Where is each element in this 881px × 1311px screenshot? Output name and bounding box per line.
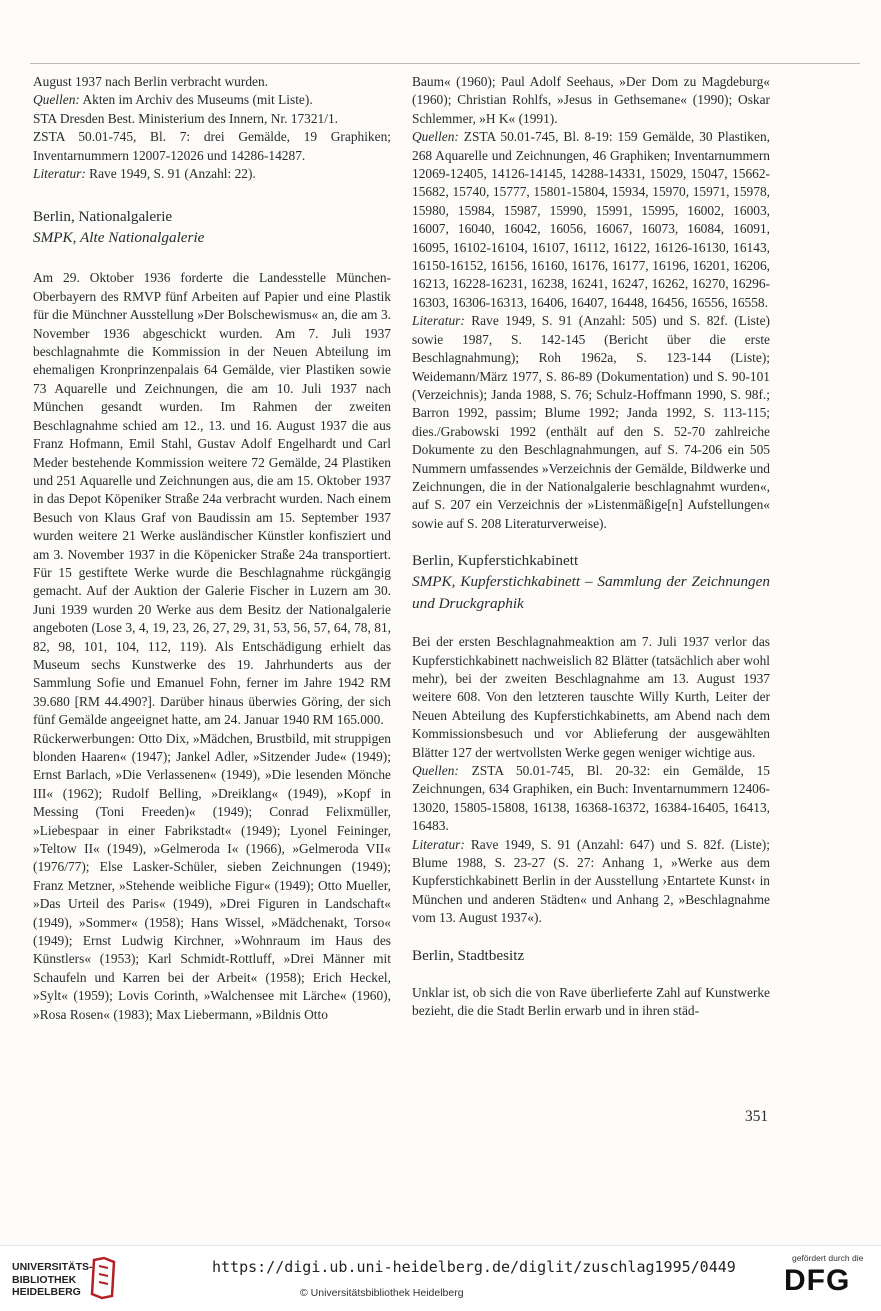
- quellen-entry: [412, 128, 770, 312]
- literatur-label: Literatur:: [412, 313, 465, 329]
- zsta-line: ZSTA 50.01-745, Bl. 7: drei Gemälde, 19 Graphiken; Inventarnummern 12007-12026 und 14286-14287.: [33, 129, 391, 163]
- copyright-note: © Universitätsbibliothek Heidelberg: [300, 1287, 464, 1299]
- viewer-footer: [0, 1245, 881, 1311]
- literatur-label: Literatur:: [412, 836, 465, 852]
- quellen-text: ZSTA 50.01-745, Bl. 20-32: ein Gemälde, 15 Zeichnungen, 634 Graphiken, ein Buch: Inventarnummern 12406-13020, 15805-15808, 16138, 16368-16372, 16384-16405, 16413, 16483.: [412, 763, 770, 834]
- funded-by-label: gefördert durch die: [792, 1253, 864, 1263]
- literatur-entry: [412, 312, 770, 533]
- library-logo-text: [12, 1261, 93, 1299]
- quellen-label: Quellen:: [412, 763, 459, 778]
- section2-subheading: SMPK, Kupferstichkabinett – Sammlung der Zeichnungen und Druckgraphik: [412, 573, 770, 613]
- dfg-logo: DFG: [784, 1264, 851, 1297]
- quellen-label: Quellen:: [33, 92, 80, 108]
- literatur-entry: [33, 165, 391, 183]
- section3-heading: Berlin, Stadtbesitz: [412, 946, 525, 964]
- permalink-url[interactable]: https://digi.ub.uni-heidelberg.de/diglit/zuschlag1995/0449: [212, 1258, 736, 1276]
- page-number: 351: [745, 1108, 769, 1125]
- section3-body: Unklar ist, ob sich die von Rave überlieferte Zahl auf Kunstwerke bezieht, die die Stadt Berlin erwarb und in ihren städ-: [412, 984, 770, 1019]
- lead-line: August 1937 nach Berlin verbracht wurden.: [33, 74, 269, 89]
- quellen-text: ZSTA 50.01-745, Bl. 8-19: 159 Gemälde, 30 Plastiken, 268 Aquarelle und Zeichnungen, 46 Graphiken; Inventarnummern 12069-12405, 14126-14145, 14288-14331, 15029, 15047, 15662-15682, 15740, 15777, 15801-15804, 15934, 15970, 15971, 15978, 15980, 15984, 15987, 15990, 15991, 15995, 16002, 16003, 16007, 16040, 16042, 16056, 16067, 16073, 16084, 16091, 16095, 16102-16104, 16107, 16112, 16122, 16126-16130, 16143, 16150-16152, 16156, 16160, 16176, 16177, 16196, 16201, 16206, 16213, 16228-16231, 16238, 16241, 16247, 16262, 16270, 16296-16303, 16306-16313, 16406, 16407, 16448, 16456, 16556, 16558.: [412, 129, 770, 310]
- literatur-label: Literatur:: [33, 166, 86, 182]
- right-column: [412, 73, 770, 1020]
- body-paragraph: Am 29. Oktober 1936 forderte die Landesstelle München-Oberbayern des RMVP fünf Arbeiten auf Papier und eine Plastik für die Münchner Ausstellung »Der Bolschewismus« an, die am 3. November 1936 abgeschickt wurden. Am 7. Juli 1937 beschlagnahmte die Kommission in der Neuen Abteilung im ehemaligen Kronprinzenpalais 64 Gemälde, vier Plastiken sowie 73 Aquarelle und Zeichnungen, die am 10. Juli 1937 nach München gesandt wurden. Im Rahmen der zweiten Beschlagnahme schied am 12., 13. und 16. August 1937 die aus Franz Hofmann, Emil Stahl, Gustav Adolf Engelhardt und Carl Meder bestehende Kommission weitere 72 Gemälde, 24 Plastiken und 251 Aquarelle und Zeichnungen aus, die am 15. Oktober 1937 in das Depot Köpeniker Straße 24a verbracht wurden. Nach einem Besuch von Klaus Graf von Baudissin am 15. September 1937 wurden weitere 21 Werke ausländischer Künstler konfisziert und am 3. November 1937 in die Köpenicker Straße 24a transportiert. Für 15 gestiftete Werke wurde die Beschlagnahme rückgängig gemacht. Auf der Auktion der Galerie Fischer in Luzern am 30. Juni 1939 wurden 20 Werke aus dem Besitz der Nationalgalerie angeboten (Lose 3, 4, 19, 23, 26, 27, 29, 31, 53, 56, 57, 64, 78, 81, 82, 98, 101, 104, 112, 119). Als Entschädigung erhielt das Museum sechs Kunstwerke des 19. Jahrhunderts aus der Sammlung Sofie und Emanuel Fohn, ferner im Jahre 1942 RM 39.680 [RM 44.490?]. Darüber hinaus überwies Göring, der sich fünf Gemälde angeeignet hatte, am 24. Januar 1940 RM 165.000.: [33, 270, 391, 728]
- left-column: [33, 73, 391, 1024]
- section-heading: Berlin, Nationalgalerie: [33, 208, 173, 226]
- logo-line: HEIDELBERG: [12, 1286, 81, 1298]
- section2-body: Bei der ersten Beschlagnahmeaktion am 7. Juli 1937 verlor das Kupferstichkabinett nachweislich 82 Blätter (tatsächlich aber wohl mehr), bei der zweiten Beschlagnahme am 13. August 1937 weitere 608. Von den letzteren tauschte Willy Kurth, Leiter der Neuen Abteilung des Kupferstichkabinetts, am Abend nach dem Kommissionsbesuch und vor Ablieferung der ausgewählten Blätter 127 der wertvollsten Werke gegen weniger wichtige aus.: [412, 634, 770, 760]
- logo-line: UNIVERSITÄTS-: [12, 1261, 93, 1273]
- logo-line: BIBLIOTHEK: [12, 1273, 77, 1286]
- section2-literatur: [412, 836, 770, 928]
- literatur-text: Rave 1949, S. 91 (Anzahl: 505) und S. 82f. (Liste) sowie 1987, S. 142-145 (Bericht über die erste Beschlagnahmung); Roh 1962a, S. 123-144 (Liste); Weidemann/März 1977, S. 86-89 (Dokumentation) und S. 90-101 (Verzeichnis); Janda 1988, S. 76; Schulz-Hoffmann 1990, S. 98f.; Barron 1992, passim; Blume 1992; Janda 1992, S. 113-115; dies./Grabowski 1992 (enthält auf den S. 52-70 zahlreiche Dokumente zu den Beschlagnahmungen, auf S. 74-206 ein 505 Nummern umfassendes »Verzeichnis der Gemälde, Bildwerke und Zeichnungen, die in der Nationalgalerie beschlagnahmt wurden«, auf S. 207 ein Verzeichnis der »Listenmäßige[n] Aufstellungen« sowie auf S. 208 Literaturverweise).: [412, 313, 770, 531]
- literatur-text: Rave 1949, S. 91 (Anzahl: 647) und S. 82f. (Liste); Blume 1988, S. 23-27 (S. 27: Anhang 1, »Werke aus dem Kupferstichkabinett Berlin in der Ausstellung ›Entartete Kunst‹ in München und anderen Städten« und Anhang 2, »Beschlagnahme vom 13. August 1937«).: [412, 836, 770, 926]
- section2-quellen: [412, 762, 770, 836]
- literatur-text: Rave 1949, S. 91 (Anzahl: 22).: [85, 166, 256, 182]
- library-logo-icon: [90, 1256, 118, 1300]
- quellen-text: Akten im Archiv des Museums (mit Liste).: [79, 92, 313, 108]
- sta-line: STA Dresden Best. Ministerium des Innern, Nr. 17321/1.: [33, 110, 339, 126]
- section-subheading: SMPK, Alte Nationalgalerie: [33, 229, 205, 247]
- section2-heading: Berlin, Kupferstichkabinett: [412, 552, 579, 570]
- quellen-label: Quellen:: [412, 129, 459, 145]
- continuation-paragraph: Baum« (1960); Paul Adolf Seehaus, »Der Dom zu Magdeburg« (1960); Christian Rohlfs, »Jesus in Gethsemane« (1990); Oskar Schlemmer, »H K« (1991).: [412, 74, 770, 126]
- header-rule: [30, 63, 860, 64]
- quellen-entry: [33, 91, 391, 109]
- rueckerwerbungen-paragraph: Rückerwerbungen: Otto Dix, »Mädchen, Brustbild, mit struppigen blonden Haaren« (1947); Jankel Adler, »Sitzender Jude« (1949); Ernst Barlach, »Die Verlassenen« (1949), »Die lesenden Mönche III« (1962); Rudolf Belling, »Dreiklang« (1949), »Kopf in Messing (Toni Freeden)« (1949); Conrad Felixmüller, »Liebespaar in einer Fabrikstadt« (1949); Lyonel Feininger, »Teltow II« (1949), »Gelmeroda I« (1966), »Gelmeroda VII« (1976/77); Else Lasker-Schüler, sieben Zeichnungen (1949); Franz Metzner, »Stehende weibliche Figur« (1949); Otto Mueller, »Das Urteil des Paris« (1949), »Drei Figuren in Landschaft« (1949), »Sommer« (1958); Hans Wissel, »Mädchenakt, Torso« (1949); Ernst Ludwig Kirchner, »Wohnraum im Haus des Künstlers« (1953); Karl Schmidt-Rottluff, »Drei Männer mit Schaufeln und Karren bei der Arbeit« (1958); Erich Heckel, »Sylt« (1959); Lovis Corinth, »Walchensee mit Lärche« (1960), »Rosa Rosen« (1983); Max Liebermann, »Bildnis Otto: [33, 730, 391, 1022]
